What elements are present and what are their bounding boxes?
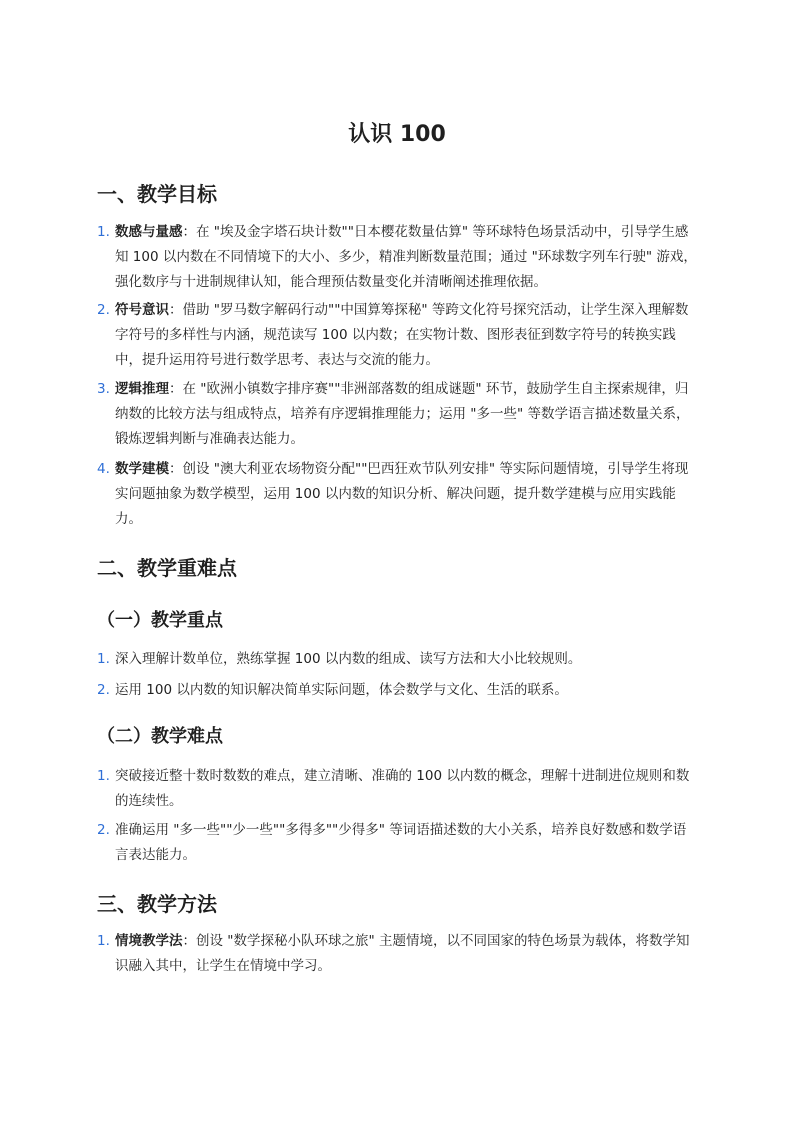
list-text: 准确运用 "多一些""少一些""多得多""少得多" 等词语描述数的大小关系，培养良好数感和数学语言表达能力。 <box>115 822 687 863</box>
list-text: 在 "埃及金字塔石块计数""日本樱花数量估算" 等环球特色场景活动中，引导学生感知 100 以内数在不同情境下的大小、多少，精准判断数量范围；通过 "环球数字列车行驶" 游戏，强化数序与十进制规律认知，能合理预估数量变化并清晰阐述推理依据。 <box>115 224 697 290</box>
list-text: 借助 "罗马数字解码行动""中国算筹探秘" 等跨文化符号探究活动，让学生深入理解数字符号的多样性与内涵，规范读写 100 以内数；在实物计数、图形表征到数字符号的转换实践中，提升运用符号进行数学思考、表达与交流的能力。 <box>115 302 689 368</box>
list-text: 运用 100 以内数的知识解决简单实际问题，体会数学与文化、生活的联系。 <box>115 682 568 698</box>
list-item <box>97 377 697 452</box>
section-heading-goals: 一、教学目标 <box>97 182 217 206</box>
list-item <box>97 298 697 373</box>
list-term: 符号意识 <box>115 302 169 318</box>
section-heading-key-points: 二、教学重难点 <box>97 556 237 580</box>
list-separator: ： <box>169 381 183 397</box>
list-number: 4. <box>97 461 110 477</box>
list-text: 创设 "数学探秘小队环球之旅" 主题情境，以不同国家的特色场景为载体，将数学知识融入其中，让学生在情境中学习。 <box>115 933 690 974</box>
list-number: 2. <box>97 822 110 838</box>
list-number: 3. <box>97 381 110 397</box>
list-item <box>97 457 697 532</box>
list-item <box>97 678 697 703</box>
list-text: 深入理解计数单位，熟练掌握 100 以内数的组成、读写方法和大小比较规则。 <box>115 651 582 667</box>
list-number: 1. <box>97 651 110 667</box>
list-separator: ： <box>182 224 196 240</box>
list-term: 情境教学法 <box>115 933 183 949</box>
list-item <box>97 764 697 814</box>
section-heading-methods: 三、教学方法 <box>97 892 217 916</box>
list-number: 2. <box>97 302 110 318</box>
list-separator: ： <box>182 933 196 949</box>
list-number: 2. <box>97 682 110 698</box>
list-term: 数学建模 <box>115 461 169 477</box>
list-number: 1. <box>97 224 110 240</box>
subsection-heading-focus: （一）教学重点 <box>97 610 223 631</box>
list-number: 1. <box>97 768 110 784</box>
list-item <box>97 220 697 295</box>
list-item <box>97 818 697 868</box>
list-text: 突破接近整十数时数数的难点，建立清晰、准确的 100 以内数的概念，理解十进制进位规则和数的连续性。 <box>115 768 690 809</box>
list-term: 数感与量感 <box>115 224 183 240</box>
list-item <box>97 647 697 672</box>
list-separator: ： <box>169 302 183 318</box>
list-term: 逻辑推理 <box>115 381 169 397</box>
list-text: 在 "欧洲小镇数字排序赛""非洲部落数的组成谜题" 环节，鼓励学生自主探索规律，归纳数的比较方法与组成特点，培养有序逻辑推理能力；运用 "多一些" 等数学语言描述数量关系，锻炼逻辑判断与准确表达能力。 <box>115 381 690 447</box>
list-text: 创设 "澳大利亚农场物资分配""巴西狂欢节队列安排" 等实际问题情境，引导学生将现实问题抽象为数学模型，运用 100 以内数的知识分析、解决问题，提升数学建模与应用实践能力。 <box>115 461 689 527</box>
document-title: 认识 100 <box>348 122 446 147</box>
list-item <box>97 929 697 979</box>
subsection-heading-difficulty: （二）教学难点 <box>97 726 223 747</box>
list-number: 1. <box>97 933 110 949</box>
list-separator: ： <box>169 461 183 477</box>
